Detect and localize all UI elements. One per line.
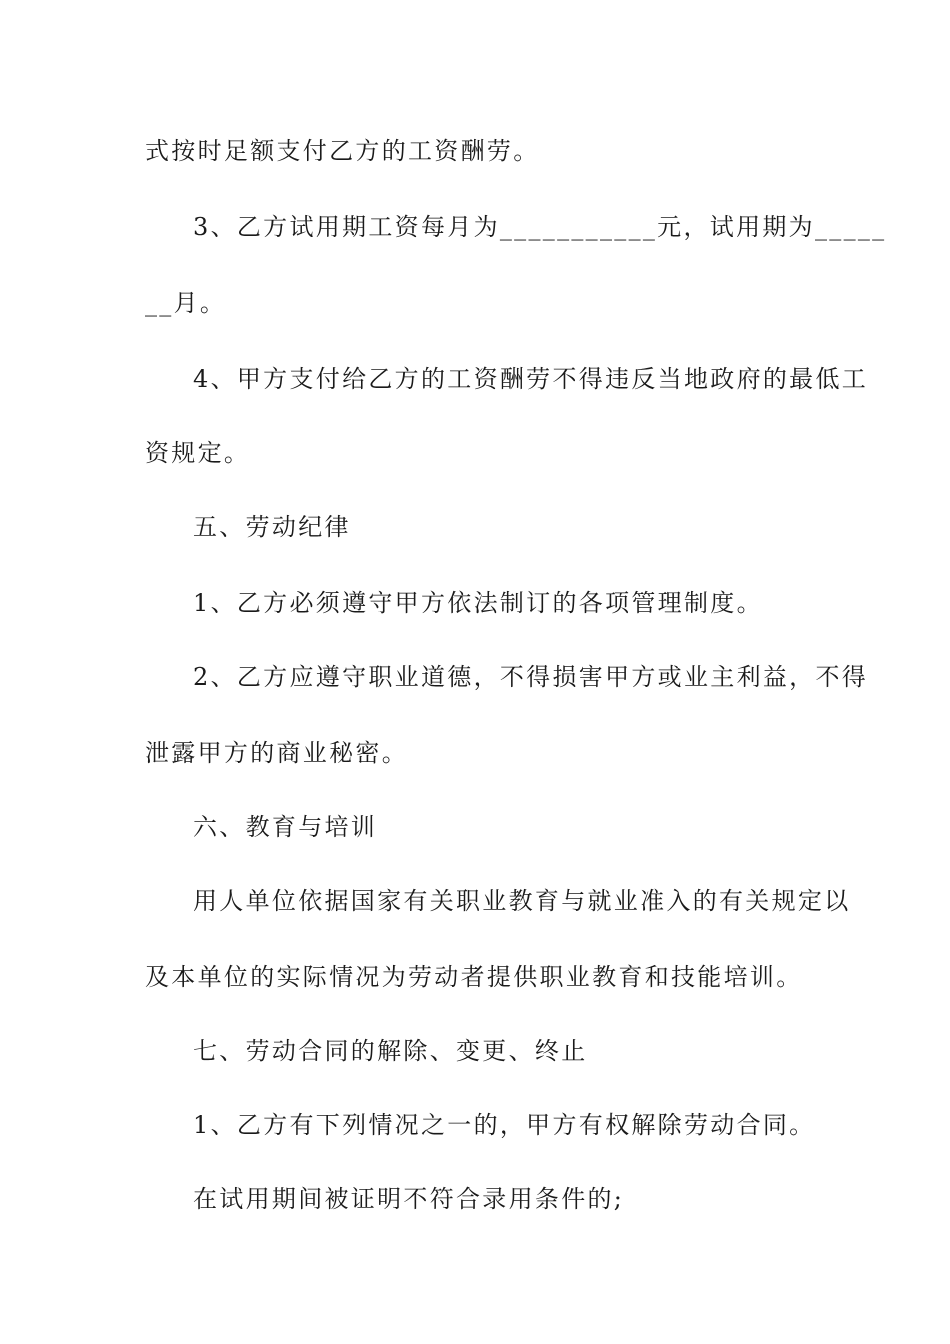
section-heading: 七、劳动合同的解除、变更、终止: [193, 1037, 588, 1065]
paragraph-line: 1、乙方必须遵守甲方依法制订的各项管理制度。: [193, 589, 763, 617]
paragraph-line: 在试用期间被证明不符合录用条件的;: [193, 1185, 625, 1213]
paragraph-line: 用人单位依据国家有关职业教育与就业准入的有关规定以: [193, 887, 851, 915]
paragraph-line: 2、乙方应遵守职业道德，不得损害甲方或业主利益，不得: [193, 663, 869, 691]
section-heading: 五、劳动纪律: [193, 513, 351, 541]
paragraph-line: 3、乙方试用期工资每月为___________元，试用期为_____: [193, 213, 887, 241]
paragraph-line: 资规定。: [145, 439, 251, 467]
paragraph-line: 泄露甲方的商业秘密。: [145, 739, 408, 767]
paragraph-line: 4、甲方支付给乙方的工资酬劳不得违反当地政府的最低工: [193, 365, 869, 393]
paragraph-line: 式按时足额支付乙方的工资酬劳。: [145, 137, 540, 165]
paragraph-line: __月。: [145, 289, 227, 317]
paragraph-line: 1、乙方有下列情况之一的，甲方有权解除劳动合同。: [193, 1111, 816, 1139]
paragraph-line: 及本单位的实际情况为劳动者提供职业教育和技能培训。: [145, 963, 803, 991]
section-heading: 六、教育与培训: [193, 813, 378, 841]
